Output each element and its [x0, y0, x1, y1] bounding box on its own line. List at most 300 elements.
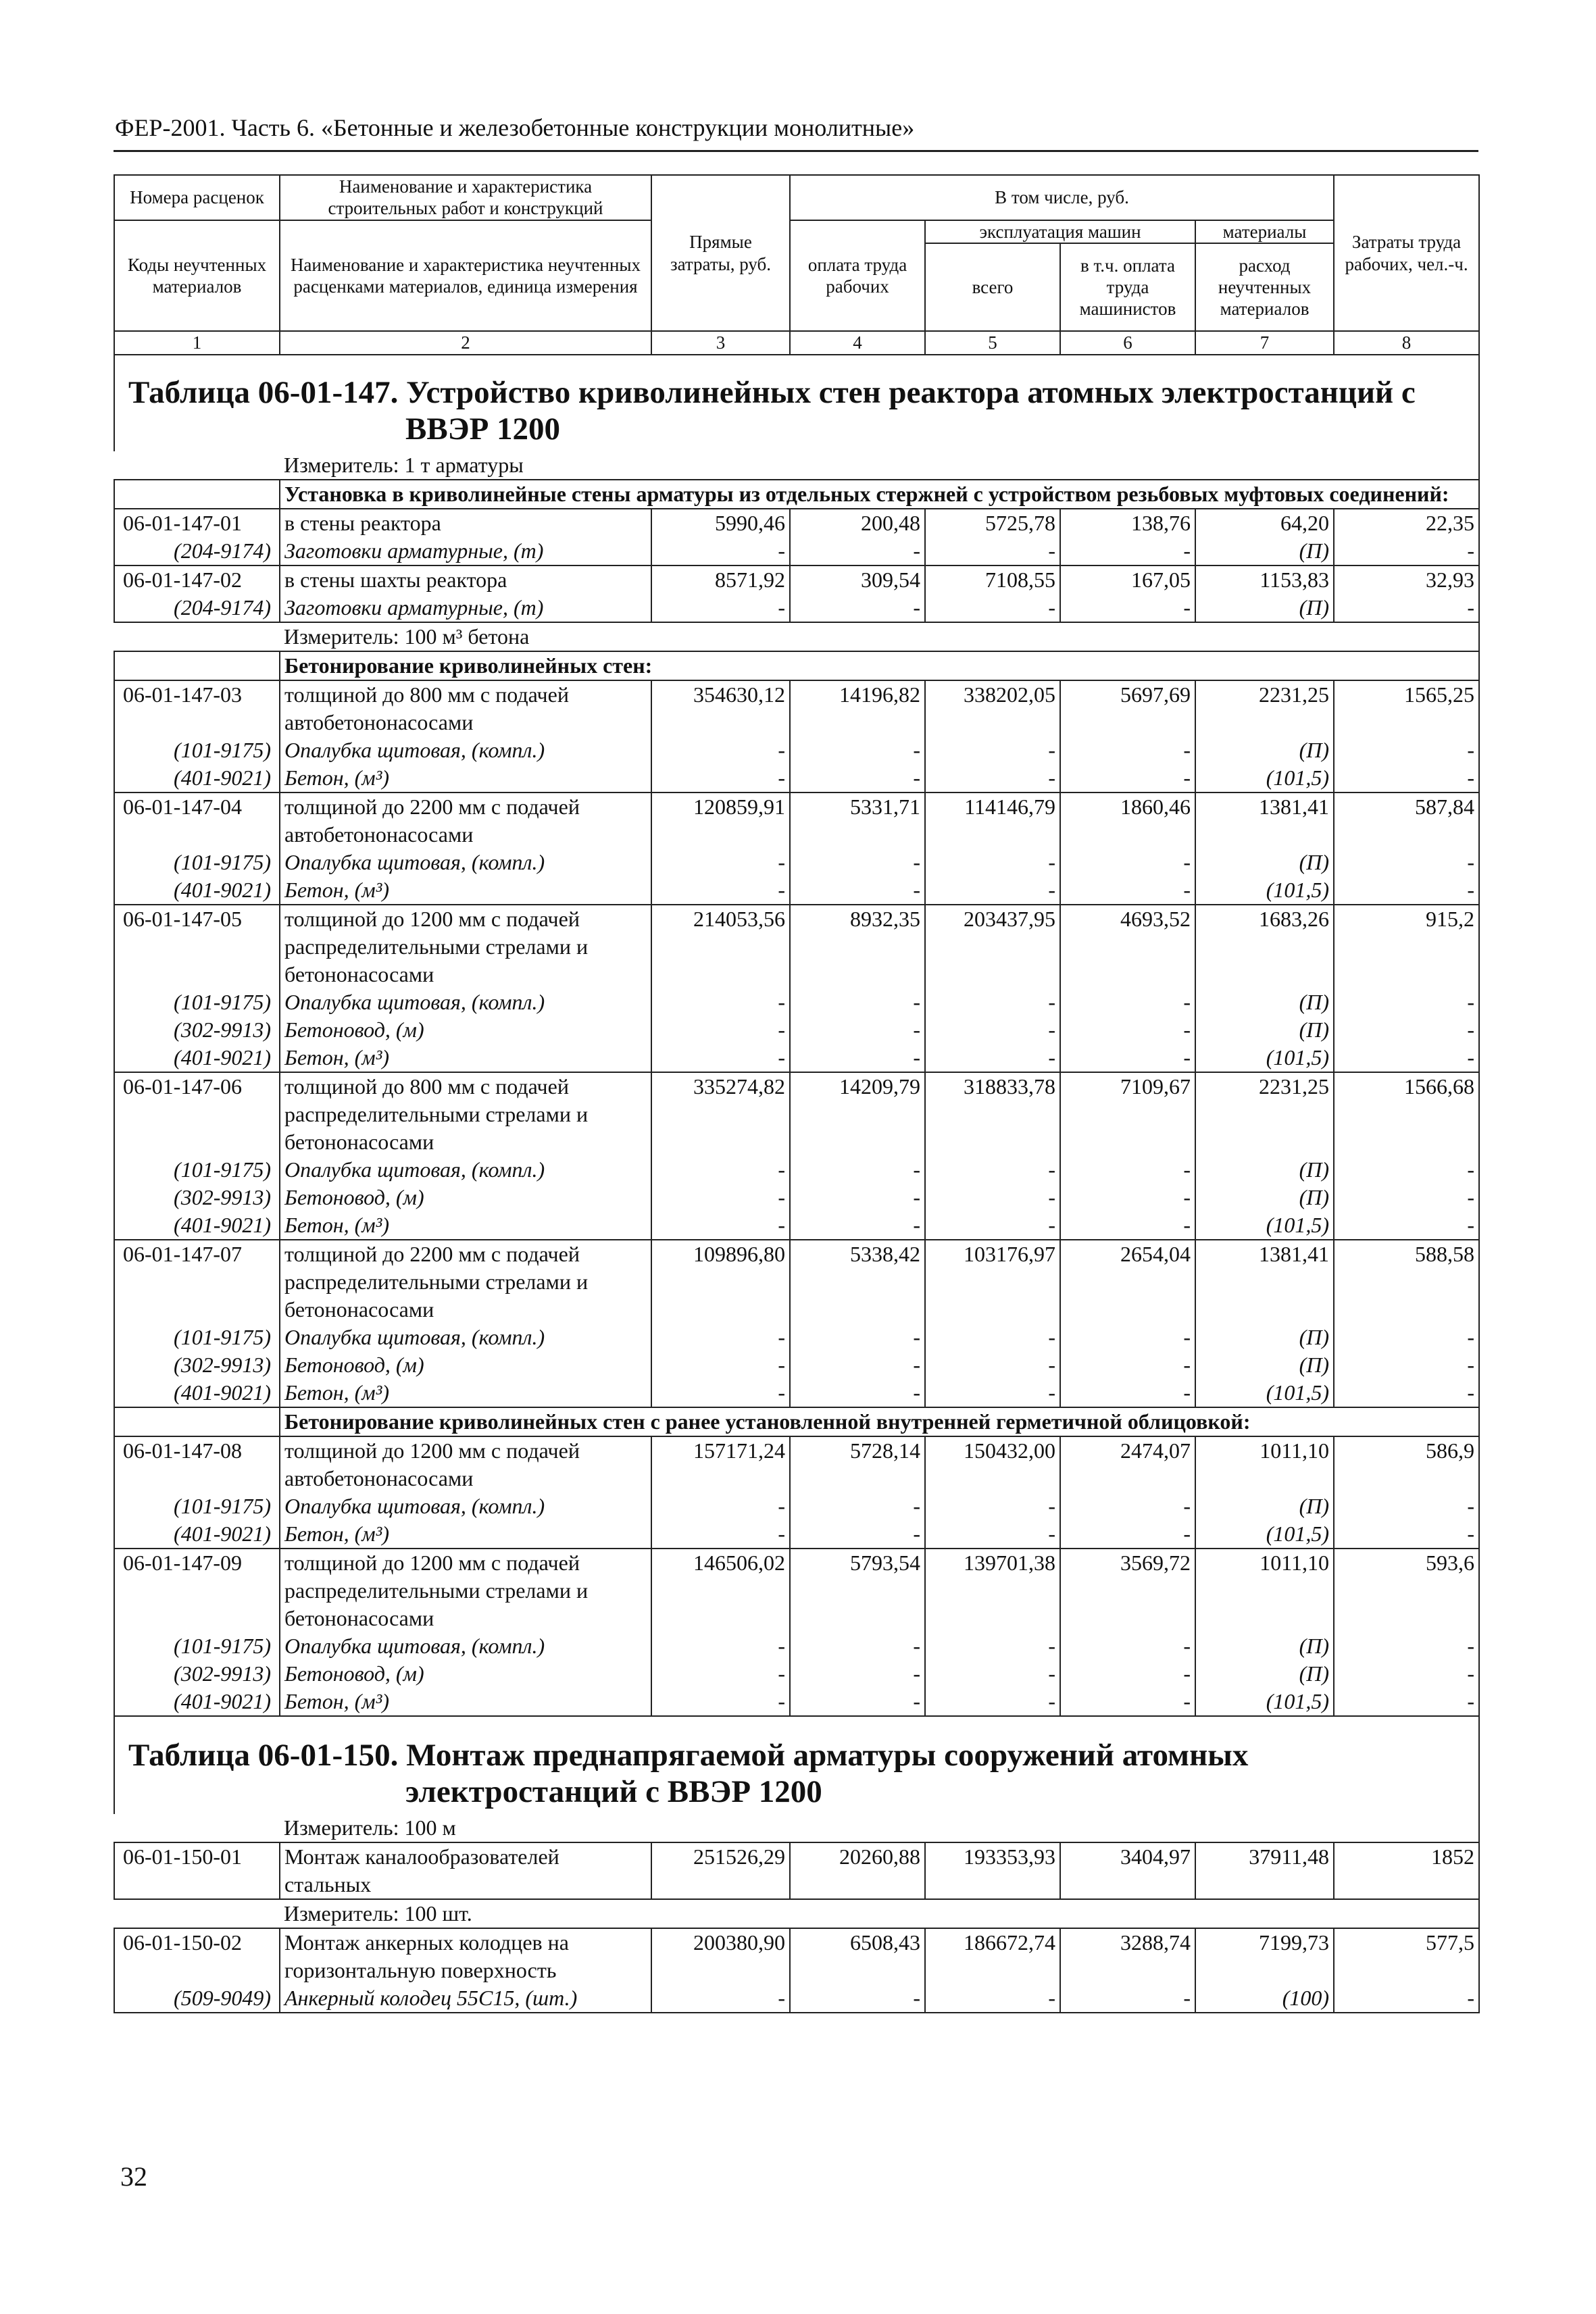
- col7-header: расход неучтенных материалов: [1195, 243, 1334, 331]
- material-code: (302-9913): [114, 1016, 280, 1044]
- rate-code: 06-01-147-03: [114, 680, 280, 736]
- dash-cell: -: [1060, 1016, 1195, 1044]
- dash-cell: -: [790, 1520, 925, 1549]
- material-name: Опалубка щитовая, (компл.): [280, 1492, 651, 1520]
- direct-cost: 354630,12: [651, 680, 790, 736]
- material-row: [114, 1184, 1479, 1211]
- dash-cell: -: [925, 764, 1060, 793]
- dash-cell: -: [1334, 1660, 1479, 1688]
- direct-cost: 109896,80: [651, 1240, 790, 1324]
- material-consumption: (101,5): [1195, 1211, 1334, 1240]
- machines-total: 150432,00: [925, 1436, 1060, 1492]
- dash-cell: -: [925, 1379, 1060, 1407]
- material-name: Опалубка щитовая, (компл.): [280, 1632, 651, 1660]
- material-code: (302-9913): [114, 1184, 280, 1211]
- labor-pay: 5728,14: [790, 1436, 925, 1492]
- dash-cell: -: [651, 849, 790, 876]
- col6-header: в т.ч. оплата труда машинистов: [1060, 243, 1195, 331]
- labor-hours: 586,9: [1334, 1436, 1479, 1492]
- material-name: Заготовки арматурные, (т): [280, 537, 651, 565]
- rate-name: толщиной до 800 мм с подачей автобетононасосами: [280, 680, 651, 736]
- col3-header: Прямые затраты, руб.: [651, 175, 790, 331]
- rate-code: 06-01-147-08: [114, 1436, 280, 1492]
- dash-cell: -: [1060, 1984, 1195, 2013]
- measure-label: Измеритель: 100 шт.: [280, 1899, 1479, 1928]
- rates-table: [114, 354, 1480, 2013]
- material-consumption: (П): [1195, 1632, 1334, 1660]
- dash-cell: -: [1060, 1660, 1195, 1688]
- dash-cell: -: [925, 1156, 1060, 1184]
- material-row: [114, 1984, 1479, 2013]
- dash-cell: -: [651, 1044, 790, 1072]
- material-code: (101-9175): [114, 736, 280, 764]
- material-row: [114, 849, 1479, 876]
- dash-cell: -: [925, 1632, 1060, 1660]
- rate-code: 06-01-147-07: [114, 1240, 280, 1324]
- col5-header: всего: [925, 243, 1060, 331]
- col2-bottom-header: Наименование и характеристика неучтенных расценками материалов, единица измерения: [280, 220, 651, 331]
- machinists-pay: 2474,07: [1060, 1436, 1195, 1492]
- labor-hours: 1565,25: [1334, 680, 1479, 736]
- materials-cost: 1011,10: [1195, 1549, 1334, 1632]
- dash-cell: -: [925, 1016, 1060, 1044]
- direct-cost: 120859,91: [651, 793, 790, 849]
- table-title-line1: Таблица 06-01-150. Монтаж преднапрягаемой арматуры сооружений атомных: [128, 1738, 1249, 1773]
- col-number: 4: [790, 331, 925, 354]
- measure-spacer: [114, 1814, 280, 1842]
- material-consumption: (П): [1195, 1016, 1334, 1044]
- dash-cell: -: [651, 764, 790, 793]
- material-code: (401-9021): [114, 1044, 280, 1072]
- labor-hours: 915,2: [1334, 905, 1479, 988]
- column-header-table: [114, 174, 1480, 355]
- section-spacer: [114, 651, 280, 680]
- dash-cell: -: [651, 1016, 790, 1044]
- section-heading: Бетонирование криволинейных стен:: [280, 651, 1479, 680]
- rate-row: [114, 509, 1479, 537]
- measure-spacer: [114, 1899, 280, 1928]
- direct-cost: 8571,92: [651, 565, 790, 594]
- rate-row: [114, 1436, 1479, 1492]
- material-code: (401-9021): [114, 1211, 280, 1240]
- dash-cell: -: [790, 1660, 925, 1688]
- dash-cell: -: [1334, 1984, 1479, 2013]
- table-title: [114, 1716, 1479, 1814]
- measure-label: Измеритель: 100 м³ бетона: [280, 622, 1479, 651]
- machines-total: 203437,95: [925, 905, 1060, 988]
- measure-label: Измеритель: 100 м: [280, 1814, 1479, 1842]
- dash-cell: -: [925, 1688, 1060, 1716]
- machinists-pay: 167,05: [1060, 565, 1195, 594]
- materials-cost: 37911,48: [1195, 1842, 1334, 1899]
- material-consumption: (П): [1195, 988, 1334, 1016]
- material-code: (302-9913): [114, 1660, 280, 1688]
- machinists-pay: 7109,67: [1060, 1072, 1195, 1156]
- dash-cell: -: [925, 1492, 1060, 1520]
- dash-cell: -: [1334, 988, 1479, 1016]
- material-consumption: (П): [1195, 1492, 1334, 1520]
- material-row: [114, 1324, 1479, 1351]
- dash-cell: -: [651, 1156, 790, 1184]
- material-consumption: (101,5): [1195, 1044, 1334, 1072]
- dash-cell: -: [651, 1492, 790, 1520]
- machines-total: 5725,78: [925, 509, 1060, 537]
- dash-cell: -: [651, 594, 790, 622]
- material-code: (101-9175): [114, 1632, 280, 1660]
- material-row: [114, 764, 1479, 793]
- material-row: [114, 736, 1479, 764]
- material-code: (302-9913): [114, 1351, 280, 1379]
- dash-cell: -: [790, 537, 925, 565]
- materials-cost: 1381,41: [1195, 1240, 1334, 1324]
- labor-pay: 5793,54: [790, 1549, 925, 1632]
- dash-cell: -: [1060, 1351, 1195, 1379]
- col-number: 5: [925, 331, 1060, 354]
- dash-cell: -: [1334, 1324, 1479, 1351]
- dash-cell: -: [1334, 764, 1479, 793]
- material-name: Анкерный колодец 55С15, (шт.): [280, 1984, 651, 2013]
- dash-cell: -: [1334, 1520, 1479, 1549]
- materials-cost: 7199,73: [1195, 1928, 1334, 1984]
- dash-cell: -: [925, 736, 1060, 764]
- material-consumption: (101,5): [1195, 1688, 1334, 1716]
- col8-header: Затраты труда рабочих, чел.-ч.: [1334, 175, 1479, 331]
- dash-cell: -: [1060, 1156, 1195, 1184]
- rate-name: толщиной до 1200 мм с подачей автобетононасосами: [280, 1436, 651, 1492]
- dash-cell: -: [651, 1184, 790, 1211]
- dash-cell: -: [925, 1520, 1060, 1549]
- dash-cell: -: [925, 1184, 1060, 1211]
- rate-row: [114, 1842, 1479, 1899]
- dash-cell: -: [1334, 1016, 1479, 1044]
- rate-code: 06-01-147-09: [114, 1549, 280, 1632]
- material-name: Бетоновод, (м): [280, 1660, 651, 1688]
- material-consumption: (П): [1195, 1660, 1334, 1688]
- running-header: ФЕР-2001. Часть 6. «Бетонные и железобетонные конструкции монолитные»: [115, 114, 915, 141]
- dash-cell: -: [925, 1660, 1060, 1688]
- dash-cell: -: [1334, 594, 1479, 622]
- rate-code: 06-01-147-02: [114, 565, 280, 594]
- materials-cost: 2231,25: [1195, 680, 1334, 736]
- col1-top-header: Номера расценок: [114, 175, 280, 220]
- materials-header: материалы: [1195, 220, 1334, 243]
- machines-total: 318833,78: [925, 1072, 1060, 1156]
- material-code: (401-9021): [114, 876, 280, 905]
- dash-cell: -: [790, 1184, 925, 1211]
- labor-hours: 588,58: [1334, 1240, 1479, 1324]
- dash-cell: -: [1334, 537, 1479, 565]
- material-row: [114, 988, 1479, 1016]
- measure-spacer: [114, 622, 280, 651]
- machinists-pay: 5697,69: [1060, 680, 1195, 736]
- material-consumption: (101,5): [1195, 1520, 1334, 1549]
- dash-cell: -: [651, 1632, 790, 1660]
- dash-cell: -: [925, 1351, 1060, 1379]
- dash-cell: -: [1334, 1632, 1479, 1660]
- dash-cell: -: [1060, 876, 1195, 905]
- materials-cost: 1381,41: [1195, 793, 1334, 849]
- labor-hours: 32,93: [1334, 565, 1479, 594]
- dash-cell: -: [651, 1984, 790, 2013]
- material-row: [114, 1520, 1479, 1549]
- dash-cell: -: [1060, 1184, 1195, 1211]
- material-row: [114, 1379, 1479, 1407]
- col-number: 6: [1060, 331, 1195, 354]
- dash-cell: -: [1060, 764, 1195, 793]
- dash-cell: -: [790, 849, 925, 876]
- machinists-pay: 3288,74: [1060, 1928, 1195, 1984]
- material-code: (509-9049): [114, 1984, 280, 2013]
- material-name: Опалубка щитовая, (компл.): [280, 988, 651, 1016]
- material-code: (101-9175): [114, 1492, 280, 1520]
- dash-cell: -: [925, 1984, 1060, 2013]
- direct-cost: 335274,82: [651, 1072, 790, 1156]
- rate-name: толщиной до 1200 мм с подачей распределительными стрелами и бетононасосами: [280, 905, 651, 988]
- labor-hours: 22,35: [1334, 509, 1479, 537]
- machines-total: 193353,93: [925, 1842, 1060, 1899]
- dash-cell: -: [790, 594, 925, 622]
- material-name: Опалубка щитовая, (компл.): [280, 736, 651, 764]
- material-consumption: (101,5): [1195, 764, 1334, 793]
- material-name: Бетон, (м³): [280, 1379, 651, 1407]
- dash-cell: -: [790, 1016, 925, 1044]
- material-name: Бетон, (м³): [280, 876, 651, 905]
- rate-row: [114, 1549, 1479, 1632]
- material-name: Бетон, (м³): [280, 764, 651, 793]
- section-spacer: [114, 1407, 280, 1436]
- rate-name: в стены шахты реактора: [280, 565, 651, 594]
- dash-cell: -: [1334, 849, 1479, 876]
- col-number: 3: [651, 331, 790, 354]
- table-title: [114, 354, 1479, 451]
- page-number: 32: [120, 2161, 147, 2192]
- material-row: [114, 1492, 1479, 1520]
- rate-name: толщиной до 2200 мм с подачей распределительными стрелами и бетононасосами: [280, 1240, 651, 1324]
- rate-row: [114, 1072, 1479, 1156]
- material-consumption: (П): [1195, 1324, 1334, 1351]
- table-title-line1: Таблица 06-01-147. Устройство криволинейных стен реактора атомных электростанций с: [128, 375, 1416, 410]
- material-row: [114, 1688, 1479, 1716]
- materials-cost: 1153,83: [1195, 565, 1334, 594]
- dash-cell: -: [790, 736, 925, 764]
- material-consumption: (101,5): [1195, 1379, 1334, 1407]
- dash-cell: -: [651, 537, 790, 565]
- material-consumption: (П): [1195, 1156, 1334, 1184]
- material-code: (401-9021): [114, 1379, 280, 1407]
- dash-cell: -: [1060, 1324, 1195, 1351]
- col-number: 1: [114, 331, 280, 354]
- dash-cell: -: [1334, 736, 1479, 764]
- measure-spacer: [114, 451, 280, 480]
- machinists-pay: 1860,46: [1060, 793, 1195, 849]
- machines-header: эксплуатация машин: [925, 220, 1195, 243]
- labor-pay: 20260,88: [790, 1842, 925, 1899]
- materials-cost: 2231,25: [1195, 1072, 1334, 1156]
- group-header: В том числе, руб.: [790, 175, 1334, 220]
- machines-total: 139701,38: [925, 1549, 1060, 1632]
- machines-total: 103176,97: [925, 1240, 1060, 1324]
- labor-pay: 14196,82: [790, 680, 925, 736]
- rate-name: Монтаж каналообразователей стальных: [280, 1842, 651, 1899]
- dash-cell: -: [1060, 1632, 1195, 1660]
- rate-code: 06-01-147-06: [114, 1072, 280, 1156]
- material-consumption: (101,5): [1195, 876, 1334, 905]
- material-consumption: (П): [1195, 736, 1334, 764]
- rate-row: [114, 793, 1479, 849]
- section-spacer: [114, 480, 280, 509]
- material-code: (401-9021): [114, 1688, 280, 1716]
- col1-bottom-header: Коды неучтенных материалов: [114, 220, 280, 331]
- direct-cost: 200380,90: [651, 1928, 790, 1984]
- material-consumption: (100): [1195, 1984, 1334, 2013]
- material-row: [114, 1351, 1479, 1379]
- dash-cell: -: [925, 1324, 1060, 1351]
- direct-cost: 157171,24: [651, 1436, 790, 1492]
- material-name: Бетоновод, (м): [280, 1351, 651, 1379]
- rate-code: 06-01-147-05: [114, 905, 280, 988]
- material-code: (101-9175): [114, 1156, 280, 1184]
- col4-header: оплата труда рабочих: [790, 220, 925, 331]
- col-number: 2: [280, 331, 651, 354]
- dash-cell: -: [1060, 1379, 1195, 1407]
- dash-cell: -: [925, 1211, 1060, 1240]
- machines-total: 186672,74: [925, 1928, 1060, 1984]
- rate-code: 06-01-147-04: [114, 793, 280, 849]
- material-name: Заготовки арматурные, (т): [280, 594, 651, 622]
- material-code: (101-9175): [114, 988, 280, 1016]
- material-name: Бетон, (м³): [280, 1211, 651, 1240]
- dash-cell: -: [790, 1492, 925, 1520]
- col-number: 8: [1334, 331, 1479, 354]
- dash-cell: -: [651, 988, 790, 1016]
- machines-total: 338202,05: [925, 680, 1060, 736]
- material-name: Бетоновод, (м): [280, 1016, 651, 1044]
- machines-total: 7108,55: [925, 565, 1060, 594]
- dash-cell: -: [925, 876, 1060, 905]
- dash-cell: -: [925, 849, 1060, 876]
- dash-cell: -: [1334, 1184, 1479, 1211]
- material-consumption: (П): [1195, 1351, 1334, 1379]
- material-code: (204-9174): [114, 537, 280, 565]
- dash-cell: -: [1334, 1492, 1479, 1520]
- dash-cell: -: [651, 876, 790, 905]
- table-title-line2: ВВЭР 1200: [405, 411, 561, 447]
- rate-row: [114, 1928, 1479, 1984]
- material-name: Опалубка щитовая, (компл.): [280, 849, 651, 876]
- material-row: [114, 876, 1479, 905]
- dash-cell: -: [651, 1211, 790, 1240]
- labor-pay: 8932,35: [790, 905, 925, 988]
- dash-cell: -: [651, 736, 790, 764]
- dash-cell: -: [790, 764, 925, 793]
- material-code: (401-9021): [114, 764, 280, 793]
- rate-row: [114, 1240, 1479, 1324]
- material-code: (101-9175): [114, 849, 280, 876]
- machinists-pay: 4693,52: [1060, 905, 1195, 988]
- labor-hours: 587,84: [1334, 793, 1479, 849]
- labor-pay: 5331,71: [790, 793, 925, 849]
- material-row: [114, 537, 1479, 565]
- section-heading: Бетонирование криволинейных стен с ранее установленной внутренней герметичной облицовкой:: [280, 1407, 1479, 1436]
- measure-label: Измеритель: 1 т арматуры: [280, 451, 1479, 480]
- dash-cell: -: [651, 1660, 790, 1688]
- material-name: Бетон, (м³): [280, 1044, 651, 1072]
- direct-cost: 214053,56: [651, 905, 790, 988]
- material-row: [114, 1044, 1479, 1072]
- machinists-pay: 2654,04: [1060, 1240, 1195, 1324]
- dash-cell: -: [790, 1156, 925, 1184]
- machines-total: 114146,79: [925, 793, 1060, 849]
- dash-cell: -: [790, 1379, 925, 1407]
- material-row: [114, 1660, 1479, 1688]
- material-name: Опалубка щитовая, (компл.): [280, 1324, 651, 1351]
- dash-cell: -: [925, 1044, 1060, 1072]
- header-rule: [114, 150, 1478, 152]
- material-consumption: (П): [1195, 537, 1334, 565]
- rate-row: [114, 565, 1479, 594]
- dash-cell: -: [925, 594, 1060, 622]
- machinists-pay: 138,76: [1060, 509, 1195, 537]
- direct-cost: 146506,02: [651, 1549, 790, 1632]
- rate-code: 06-01-147-01: [114, 509, 280, 537]
- material-consumption: (П): [1195, 849, 1334, 876]
- material-consumption: (П): [1195, 594, 1334, 622]
- dash-cell: -: [1334, 876, 1479, 905]
- dash-cell: -: [1334, 1688, 1479, 1716]
- dash-cell: -: [651, 1324, 790, 1351]
- rate-code: 06-01-150-01: [114, 1842, 280, 1899]
- rate-name: толщиной до 2200 мм с подачей автобетононасосами: [280, 793, 651, 849]
- material-name: Бетон, (м³): [280, 1520, 651, 1549]
- dash-cell: -: [925, 988, 1060, 1016]
- labor-pay: 14209,79: [790, 1072, 925, 1156]
- rate-name: толщиной до 1200 мм с подачей распределительными стрелами и бетононасосами: [280, 1549, 651, 1632]
- material-name: Бетон, (м³): [280, 1688, 651, 1716]
- material-consumption: (П): [1195, 1184, 1334, 1211]
- labor-hours: 593,6: [1334, 1549, 1479, 1632]
- dash-cell: -: [790, 876, 925, 905]
- dash-cell: -: [790, 988, 925, 1016]
- rate-row: [114, 680, 1479, 736]
- labor-pay: 6508,43: [790, 1928, 925, 1984]
- labor-pay: 5338,42: [790, 1240, 925, 1324]
- material-code: (401-9021): [114, 1520, 280, 1549]
- dash-cell: -: [1334, 1156, 1479, 1184]
- dash-cell: -: [925, 537, 1060, 565]
- dash-cell: -: [790, 1211, 925, 1240]
- dash-cell: -: [651, 1351, 790, 1379]
- dash-cell: -: [1060, 1520, 1195, 1549]
- rate-name: в стены реактора: [280, 509, 651, 537]
- material-row: [114, 1016, 1479, 1044]
- dash-cell: -: [1060, 988, 1195, 1016]
- rate-code: 06-01-150-02: [114, 1928, 280, 1984]
- dash-cell: -: [790, 1351, 925, 1379]
- material-code: (101-9175): [114, 1324, 280, 1351]
- labor-pay: 200,48: [790, 509, 925, 537]
- dash-cell: -: [1060, 1688, 1195, 1716]
- dash-cell: -: [1060, 736, 1195, 764]
- dash-cell: -: [651, 1520, 790, 1549]
- dash-cell: -: [790, 1632, 925, 1660]
- dash-cell: -: [1060, 1044, 1195, 1072]
- direct-cost: 251526,29: [651, 1842, 790, 1899]
- dash-cell: -: [1060, 1492, 1195, 1520]
- dash-cell: -: [1334, 1351, 1479, 1379]
- material-name: Опалубка щитовая, (компл.): [280, 1156, 651, 1184]
- material-row: [114, 1156, 1479, 1184]
- section-heading: Установка в криволинейные стены арматуры из отдельных стержней с устройством резьбовых муфтовых соединений:: [280, 480, 1479, 509]
